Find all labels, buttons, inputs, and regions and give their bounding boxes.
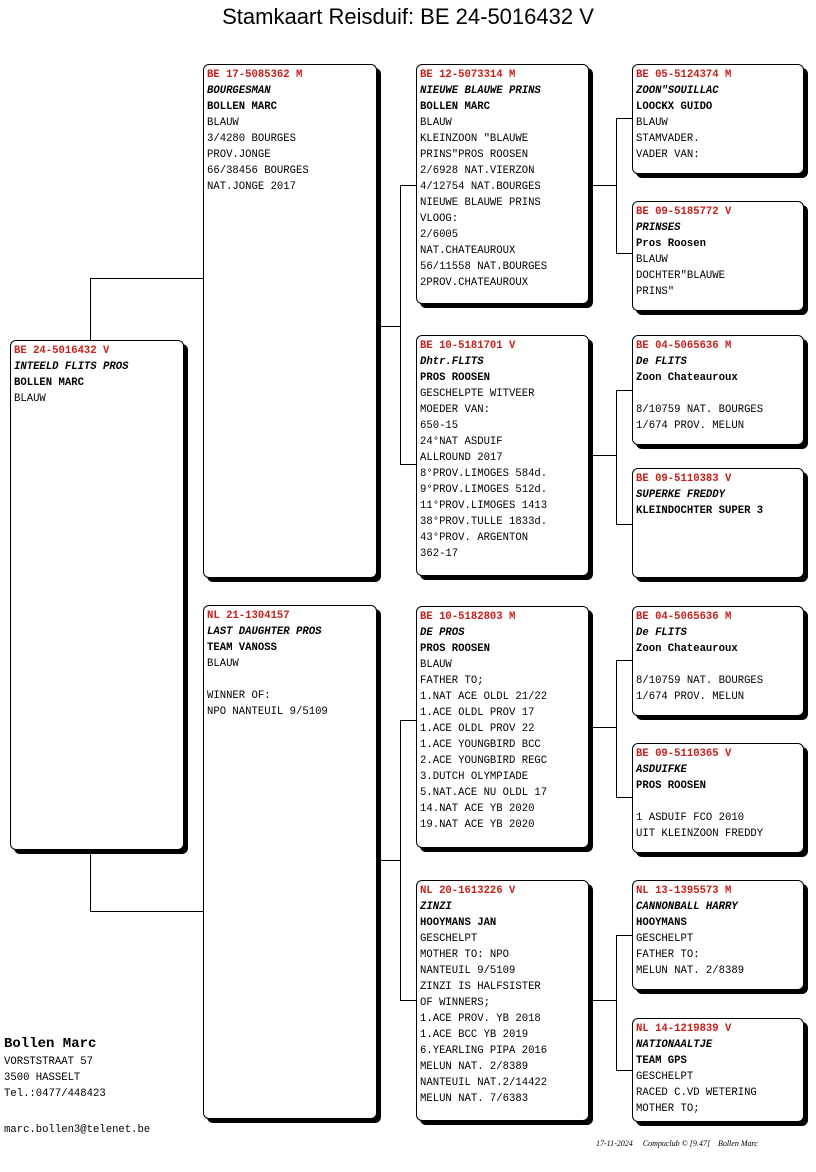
pigeon-owner: BOLLEN MARC [14, 377, 84, 389]
pigeon-owner: TEAM GPS [636, 1055, 687, 1067]
pigeon-info-line: NAT.JONGE 2017 [207, 181, 297, 193]
pigeon-info-line: 650-15 [420, 420, 459, 432]
pigeon-info-line [207, 672, 373, 688]
pigeon-info-line: STAMVADER. [636, 133, 700, 145]
pigeon-info-line: OF WINNERS; [420, 997, 490, 1009]
pigeon-info-line: DOCHTER"BLAUWE [636, 270, 726, 282]
connector-line [616, 524, 633, 525]
ring-number: NL 13-1395573 M [636, 885, 732, 897]
ring-number: BE 04-5065636 M [636, 611, 732, 623]
pigeon-info-line: MOTHER TO; [636, 1103, 700, 1115]
pigeon-name: De FLITS [636, 627, 687, 639]
connector-line [616, 390, 633, 391]
owner-address-street: VORSTSTRAAT 57 [4, 1056, 94, 1068]
connector-line [616, 660, 633, 661]
pigeon-info-line: 1.ACE PROV. YB 2018 [420, 1013, 541, 1025]
connector-line [400, 185, 401, 464]
owner-info [4, 1034, 106, 1102]
connector-line [616, 935, 633, 936]
pigeon-name: De FLITS [636, 356, 687, 368]
pigeon-info-line: 3/4280 BOURGES [207, 133, 297, 145]
ring-number: BE 12-5073314 M [420, 69, 516, 81]
pigeon-info-line [636, 657, 800, 673]
pigeon-info-line: 56/11558 NAT.BOURGES [420, 261, 548, 273]
connector-line [400, 1000, 417, 1001]
connector-line [616, 660, 617, 797]
pigeon-info-line: 1.ACE OLDL PROV 17 [420, 707, 535, 719]
pigeon-info-line: WINNER OF: [207, 690, 271, 702]
pigeon-owner: TEAM VANOSS [207, 642, 277, 654]
ring-number: NL 14-1219839 V [636, 1023, 732, 1035]
pigeon-info-line: 19.NAT ACE YB 2020 [420, 819, 535, 831]
ring-number: BE 17-5085362 M [207, 69, 303, 81]
pigeon-info-line: 8/10759 NAT. BOURGES [636, 675, 764, 687]
pigeon-info-line: 8°PROV.LIMOGES 584d. [420, 468, 548, 480]
pigeon-info-line: FATHER TO: [636, 949, 700, 961]
pigeon-info-line: 2PROV.CHATEAUROUX [420, 277, 529, 289]
pigeon-owner: HOOYMANS JAN [420, 917, 497, 929]
pigeon-info-line: BLAUW [420, 117, 452, 129]
pigeon-info-line: MOTHER TO: NPO [420, 949, 510, 961]
pigeon-info-line: NANTEUIL 9/5109 [420, 965, 516, 977]
ring-number: BE 24-5016432 V [14, 345, 110, 357]
pigeon-card-mother-mother [416, 880, 589, 1121]
pigeon-name: INTEELD FLITS PROS [14, 361, 129, 373]
pigeon-info-line: BLAUW [207, 117, 239, 129]
pigeon-info-line: 1.ACE OLDL PROV 22 [420, 723, 535, 735]
pigeon-info-line: 3.DUTCH OLYMPIADE [420, 771, 529, 783]
pigeon-info-line: GESCHELPT [420, 933, 478, 945]
connector-line [616, 1070, 633, 1071]
connector-line [590, 727, 616, 728]
connector-line [400, 720, 401, 1000]
pigeon-name: NIEUWE BLAUWE PRINS [420, 85, 541, 97]
ring-number: BE 04-5065636 M [636, 340, 732, 352]
pigeon-owner: Zoon Chateauroux [636, 643, 738, 655]
pigeon-owner: LOOCKX GUIDO [636, 101, 713, 113]
connector-line [616, 253, 633, 254]
pigeon-name: NATIONAALTJE [636, 1039, 713, 1051]
pigeon-info-line: NAT.CHATEAUROUX [420, 245, 516, 257]
pigeon-owner: PROS ROOSEN [420, 643, 490, 655]
connector-line [616, 935, 617, 1070]
pigeon-name: CANNONBALL HARRY [636, 901, 738, 913]
pigeon-card-ff-father [632, 64, 804, 174]
pigeon-name: Dhtr.FLITS [420, 356, 484, 368]
pigeon-card-mother-father [416, 606, 589, 848]
pigeon-owner: Pros Roosen [636, 238, 706, 250]
ring-number: BE 05-5124374 M [636, 69, 732, 81]
pigeon-name: ZOON"SOUILLAC [636, 85, 719, 97]
connector-line [590, 185, 616, 186]
pigeon-info-line: GESCHELPT [636, 1071, 694, 1083]
pigeon-card-father-father [416, 64, 589, 304]
pigeon-info-line: MOEDER VAN: [420, 404, 490, 416]
pigeon-info-line: 43°PROV. ARGENTON [420, 532, 529, 544]
pigeon-card-subject [10, 340, 184, 850]
pigeon-owner: BOLLEN MARC [207, 101, 277, 113]
page-title: Stamkaart Reisduif: BE 24-5016432 V [222, 4, 594, 29]
pigeon-owner: KLEINDOCHTER SUPER 3 [636, 505, 764, 517]
owner-address-city: 3500 HASSELT [4, 1072, 81, 1084]
pigeon-info-line: 4/12754 NAT.BOURGES [420, 181, 541, 193]
ring-number: NL 21-1304157 [207, 610, 290, 622]
pigeon-info-line: 5.NAT.ACE NU OLDL 17 [420, 787, 548, 799]
pigeon-info-line: PRINS" [636, 286, 675, 298]
owner-name: Bollen Marc [4, 1036, 97, 1052]
pigeon-info-line: 2/6005 [420, 229, 459, 241]
connector-line [616, 118, 617, 253]
pigeon-card-fm-father [632, 335, 804, 445]
pigeon-card-mm-mother [632, 1018, 804, 1122]
pigeon-info-line: NANTEUIL NAT.2/14422 [420, 1077, 548, 1089]
connector-line [90, 278, 91, 340]
ring-number: BE 10-5182803 M [420, 611, 516, 623]
pigeon-info-line: 2.ACE YOUNGBIRD REGC [420, 755, 548, 767]
pigeon-info-line: 1/674 PROV. MELUN [636, 420, 745, 432]
pigeon-info-line: ZINZI IS HALFSISTER [420, 981, 541, 993]
pigeon-info-line: 1.ACE BCC YB 2019 [420, 1029, 529, 1041]
pigeon-info-line: 9°PROV.LIMOGES 512d. [420, 484, 548, 496]
ring-number: BE 09-5110365 V [636, 748, 732, 760]
pigeon-card-ff-mother [632, 201, 804, 311]
pigeon-info-line: 2/6928 NAT.VIERZON [420, 165, 535, 177]
pigeon-info-line: 38°PROV.TULLE 1833d. [420, 516, 548, 528]
pigeon-info-line: MELUN NAT. 7/6383 [420, 1093, 529, 1105]
pigeon-info-line: PRINS"PROS ROOSEN [420, 149, 529, 161]
pigeon-info-line: VADER VAN: [636, 149, 700, 161]
pigeon-info-line: 11°PROV.LIMOGES 1413 [420, 500, 548, 512]
pigeon-info-line: VLOOG: [420, 213, 459, 225]
pigeon-name: BOURGESMAN [207, 85, 271, 97]
connector-line [400, 720, 417, 721]
pigeon-name: ZINZI [420, 901, 452, 913]
pigeon-info-line: 24°NAT ASDUIF [420, 436, 503, 448]
pigeon-info-line: BLAUW [14, 393, 46, 405]
connector-line [400, 464, 417, 465]
pigeon-card-mf-father [632, 606, 804, 716]
ring-number: NL 20-1613226 V [420, 885, 516, 897]
pigeon-info-line: 6.YEARLING PIPA 2016 [420, 1045, 548, 1057]
pigeon-owner: PROS ROOSEN [636, 780, 706, 792]
pigeon-card-father-mother [416, 335, 589, 576]
pigeon-name: PRINSES [636, 222, 681, 234]
pigeon-owner: Zoon Chateauroux [636, 372, 738, 384]
pigeon-info-line: RACED C.VD WETERING [636, 1087, 757, 1099]
owner-email: marc.bollen3@telenet.be [4, 1124, 151, 1136]
pigeon-name: DE PROS [420, 627, 465, 639]
pigeon-info-line: BLAUW [636, 117, 668, 129]
ring-number: BE 09-5185772 V [636, 206, 732, 218]
pigeon-info-line [636, 386, 800, 402]
connector-line [616, 118, 633, 119]
connector-line [400, 185, 417, 186]
connector-line [380, 860, 400, 861]
pigeon-owner: PROS ROOSEN [420, 372, 490, 384]
connector-line [90, 278, 204, 279]
pigeon-info-line: GESCHELPTE WITVEER [420, 388, 535, 400]
pigeon-info-line: ALLROUND 2017 [420, 452, 503, 464]
pigeon-card-father [203, 64, 377, 578]
footer-software: Compuclub © [9.47] [642, 1139, 710, 1148]
pigeon-info-line: GESCHELPT [636, 933, 694, 945]
pigeon-info-line: KLEINZOON "BLAUWE [420, 133, 529, 145]
pigeon-info-line: BLAUW [420, 659, 452, 671]
pigeon-card-mm-father [632, 880, 804, 990]
pigeon-info-line: 8/10759 NAT. BOURGES [636, 404, 764, 416]
pigeon-info-line: 1.NAT ACE OLDL 21/22 [420, 691, 548, 703]
pigeon-owner: BOLLEN MARC [420, 101, 490, 113]
pigeon-card-fm-mother [632, 468, 804, 578]
pigeon-name: ASDUIFKE [636, 764, 687, 776]
pigeon-info-line: UIT KLEINZOON FREDDY [636, 828, 764, 840]
pigeon-info-line [636, 794, 800, 810]
pigeon-card-mf-mother [632, 743, 804, 853]
pigeon-info-line: MELUN NAT. 2/8389 [420, 1061, 529, 1073]
connector-line [380, 326, 400, 327]
ring-number: BE 09-5110383 V [636, 473, 732, 485]
pigeon-owner: HOOYMANS [636, 917, 687, 929]
pigeon-name: SUPERKE FREDDY [636, 489, 726, 501]
pigeon-info-line: BLAUW [636, 254, 668, 266]
pigeon-info-line: FATHER TO; [420, 675, 484, 687]
pigeon-info-line: 1.ACE YOUNGBIRD BCC [420, 739, 541, 751]
connector-line [90, 850, 91, 912]
pigeon-card-mother [203, 605, 377, 1119]
pigeon-info-line: 362-17 [420, 548, 459, 560]
connector-line [616, 797, 633, 798]
pigeon-info-line: 66/38456 BOURGES [207, 165, 309, 177]
pigeon-info-line: NPO NANTEUIL 9/5109 [207, 706, 328, 718]
pigeon-info-line: 1/674 PROV. MELUN [636, 691, 745, 703]
connector-line [590, 1000, 616, 1001]
footer-date: 17-11-2024 [596, 1139, 633, 1148]
footer-user: Bollen Marc [717, 1139, 758, 1148]
connector-line [90, 911, 204, 912]
pigeon-name: LAST DAUGHTER PROS [207, 626, 322, 638]
owner-phone: Tel.:0477/448423 [4, 1088, 106, 1100]
pigeon-info-line: PROV.JONGE [207, 149, 271, 161]
pigeon-info-line: 1 ASDUIF FCO 2010 [636, 812, 745, 824]
ring-number: BE 10-5181701 V [420, 340, 516, 352]
pigeon-info-line: BLAUW [207, 658, 239, 670]
connector-line [590, 455, 616, 456]
connector-line [616, 390, 617, 524]
pigeon-info-line: NIEUWE BLAUWE PRINS [420, 197, 541, 209]
footer [596, 1139, 758, 1148]
pigeon-info-line: MELUN NAT. 2/8389 [636, 965, 745, 977]
pigeon-info-line: 14.NAT ACE YB 2020 [420, 803, 535, 815]
